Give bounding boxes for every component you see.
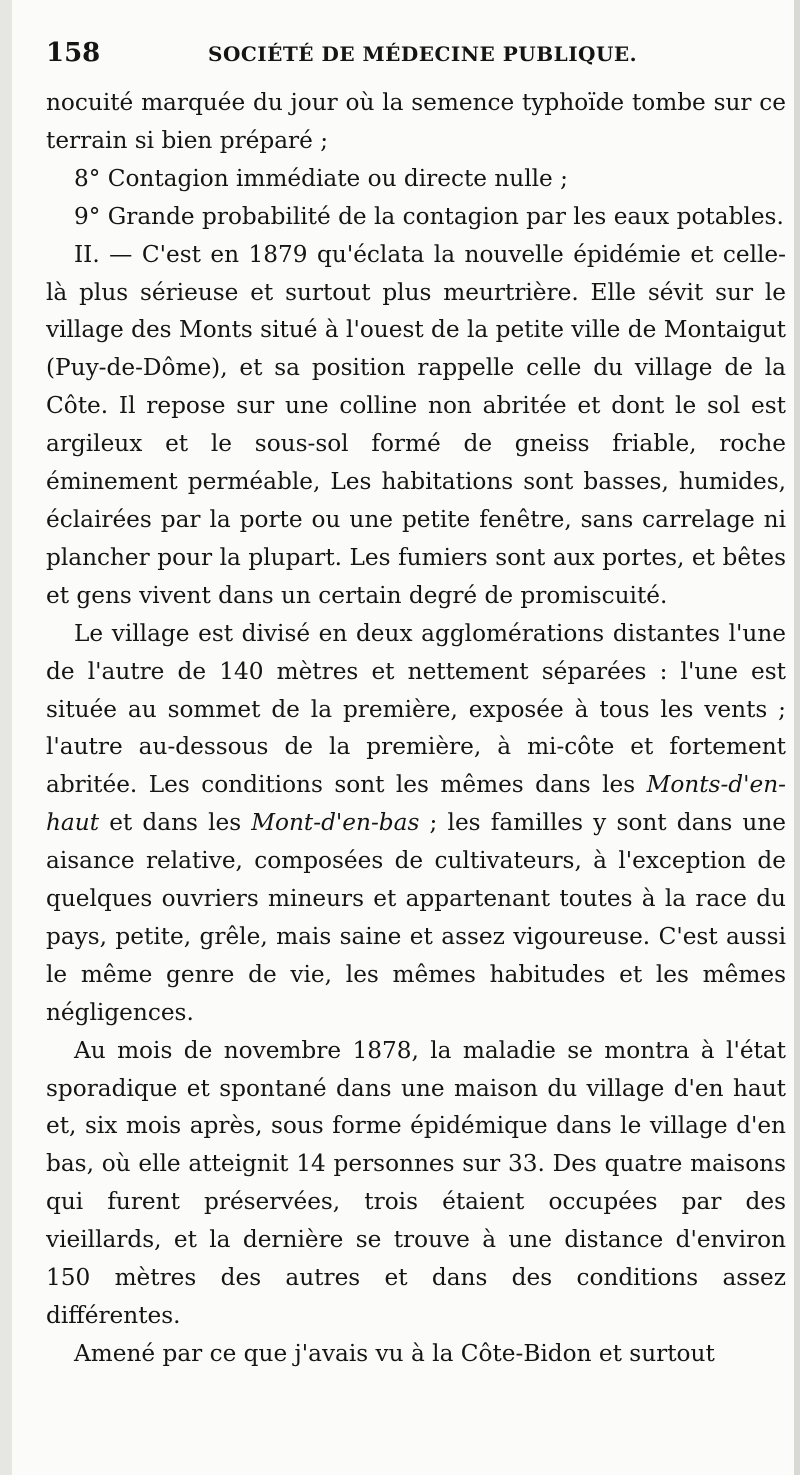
village-text-2: et dans les xyxy=(99,809,252,837)
mont-d-en-bas: Mont-d'en-bas xyxy=(251,809,420,837)
paragraph-continuation: nocuité marquée du jour où la semence typhoïde tombe sur ce terrain si bien préparé ; xyxy=(46,89,786,154)
monts-d-en-haut: Monts-d'en-haut xyxy=(46,771,786,837)
page-number: 158 xyxy=(46,38,101,68)
village-paragraph xyxy=(46,615,786,1032)
page-body xyxy=(46,84,786,1373)
village-text-1: Le village est divisé en deux agglomérations distantes l'une de l'autre de 140 mètres et nettement séparées : l'une est située au sommet de la première, exposée à tous les vents ; l'autre au-dessous de la première, à mi-côte et fortement abritée. Les conditions sont les mêmes dans les xyxy=(46,619,786,799)
list-item-9: 9° Grande probabilité de la contagion par les eaux potables. xyxy=(74,202,784,230)
final-paragraph-start: Amené par ce que j'avais vu à la Côte-Bidon et surtout xyxy=(74,1339,715,1367)
list-item-8: 8° Contagion immédiate ou directe nulle ; xyxy=(74,164,568,192)
section-ii-paragraph: II. — C'est en 1879 qu'éclata la nouvelle épidémie et celle-là plus sérieuse et surtout plus meurtrière. Elle sévit sur le village des Monts situé à l'ouest de la petite ville de Montaigut (Puy-de-Dôme), et sa position rappelle celle du village de la Côte. Il repose sur une colline non abritée et dont le sol est argileux et le sous-sol formé de gneiss friable, roche éminement perméable, Les habitations sont basses, humides, éclairées par la porte ou une petite fenêtre, sans carrelage ni plancher pour la plupart. Les fumiers sont aux portes, et bêtes et gens vivent dans un certain degré de promiscuité. xyxy=(46,240,786,609)
running-head: SOCIÉTÉ DE MÉDECINE PUBLIQUE. xyxy=(208,42,638,66)
november-paragraph: Au mois de novembre 1878, la maladie se montra à l'état sporadique et spontané dans une maison du village d'en haut et, six mois après, sous forme épidémique dans le village d'en bas, où elle atteignit 14 personnes sur 33. Des quatre maisons qui furent préservées, trois étaient occupées par des vieillards, et la dernière se trouve à une distance d'environ 150 mètres des autres et dans des conditions assez différentes. xyxy=(46,1036,786,1329)
village-text-3: ; les familles y sont dans une aisance relative, composées de cultivateurs, à l'exception de quelques ouvriers mineurs et appartenant toutes à la race du pays, petite, grêle, mais saine et assez vigoureuse. C'est aussi le même genre de vie, les mêmes habitudes et les mêmes négligences. xyxy=(46,809,787,1026)
